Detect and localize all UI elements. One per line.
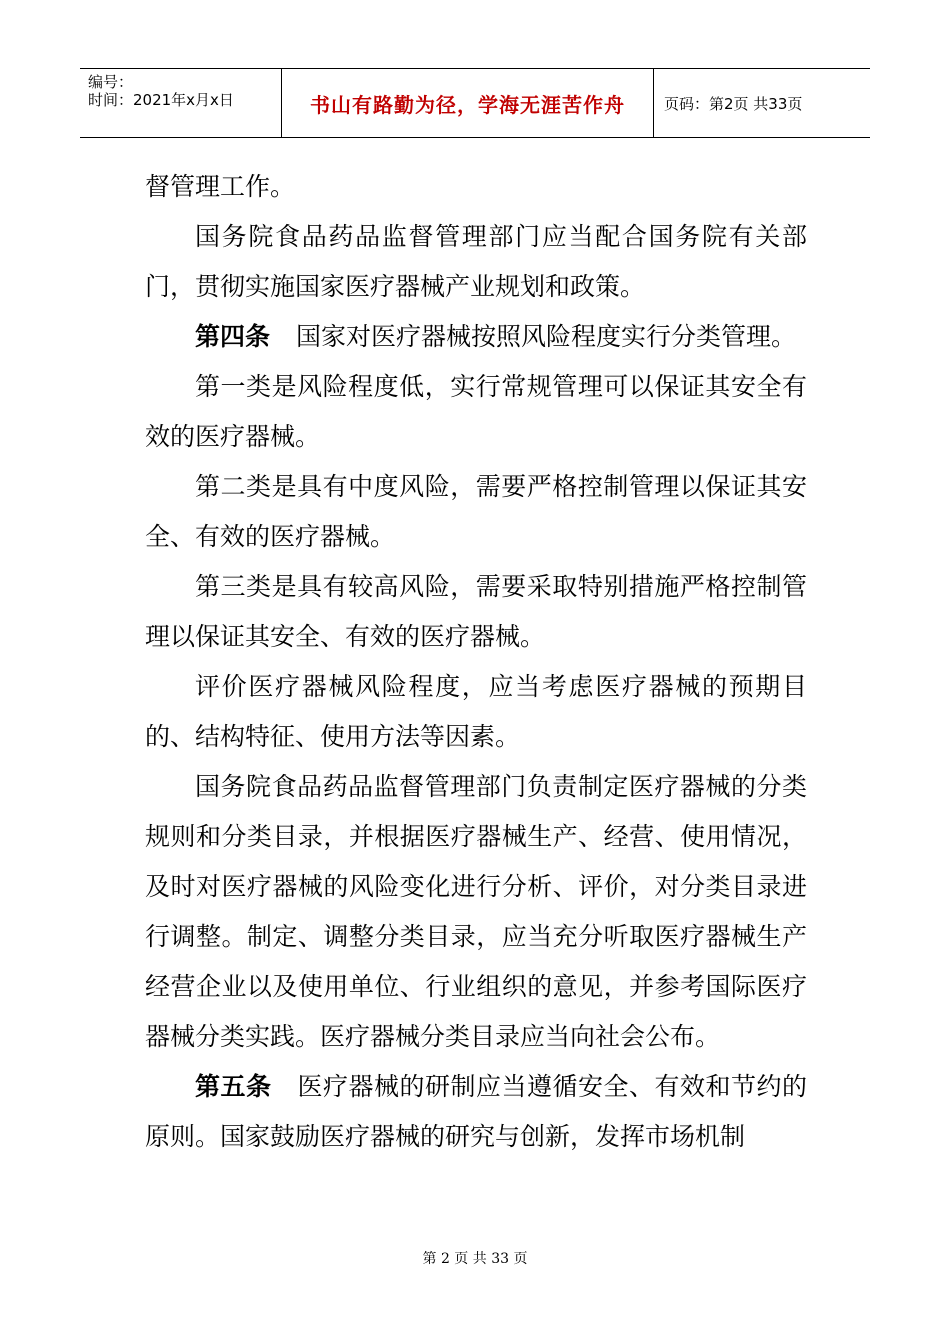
page-header — [80, 68, 870, 138]
page-footer — [0, 1248, 950, 1268]
paragraph — [145, 462, 807, 562]
paragraph-text: 国务院食品药品监督管理部门负责制定医疗器械的分类规则和分类目录，并根据医疗器械生产、经营、使用情况，及时对医疗器械的风险变化进行分析、评价，对分类目录进行调整。制定、调整分类目录，应当充分听取医疗器械生产经营企业以及使用单位、行业组织的意见，并参考国际医疗器械分类实践。医疗器械分类目录应当向社会公布。 — [145, 772, 807, 1051]
paragraph — [145, 362, 807, 462]
header-motto-cell — [282, 69, 654, 137]
article-paragraph — [145, 1062, 807, 1162]
header-page-cell — [654, 69, 870, 137]
paragraph-text: 第三类是具有较高风险，需要采取特别措施严格控制管理以保证其安全、有效的医疗器械。 — [145, 572, 807, 651]
footer-page-number: 第 2 页 共 33 页 — [422, 1251, 528, 1267]
paragraph — [145, 162, 807, 212]
paragraph — [145, 762, 807, 1062]
document-number-label: 编号： — [88, 73, 134, 91]
document-body — [145, 162, 807, 1162]
paragraph-text: 医疗器械的研制应当遵循安全、有效和节约的原则。国家鼓励医疗器械的研究与创新，发挥市场机制 — [145, 1072, 807, 1151]
paragraph — [145, 662, 807, 762]
paragraph — [145, 562, 807, 662]
paragraph — [145, 212, 807, 312]
header-info-cell — [80, 69, 282, 137]
paragraph-text: 第二类是具有中度风险，需要严格控制管理以保证其安全、有效的医疗器械。 — [145, 472, 807, 551]
header-page-number: 页码：第2页 共33页 — [664, 94, 803, 113]
paragraph-text: 国务院食品药品监督管理部门应当配合国务院有关部门，贯彻实施国家医疗器械产业规划和政策。 — [145, 222, 807, 301]
paragraph-text: 督管理工作。 — [145, 172, 296, 201]
document-time-label: 时间：2021年x月x日 — [88, 91, 234, 109]
article-paragraph — [145, 312, 807, 362]
paragraph-text: 评价医疗器械风险程度，应当考虑医疗器械的预期目的、结构特征、使用方法等因素。 — [145, 672, 807, 751]
article-number: 第四条 — [195, 322, 271, 351]
paragraph-text: 国家对医疗器械按照风险程度实行分类管理。 — [296, 322, 797, 351]
header-motto: 书山有路勤为径，学海无涯苦作舟 — [310, 92, 625, 117]
article-number: 第五条 — [195, 1072, 272, 1101]
paragraph-text: 第一类是风险程度低，实行常规管理可以保证其安全有效的医疗器械。 — [145, 372, 807, 451]
